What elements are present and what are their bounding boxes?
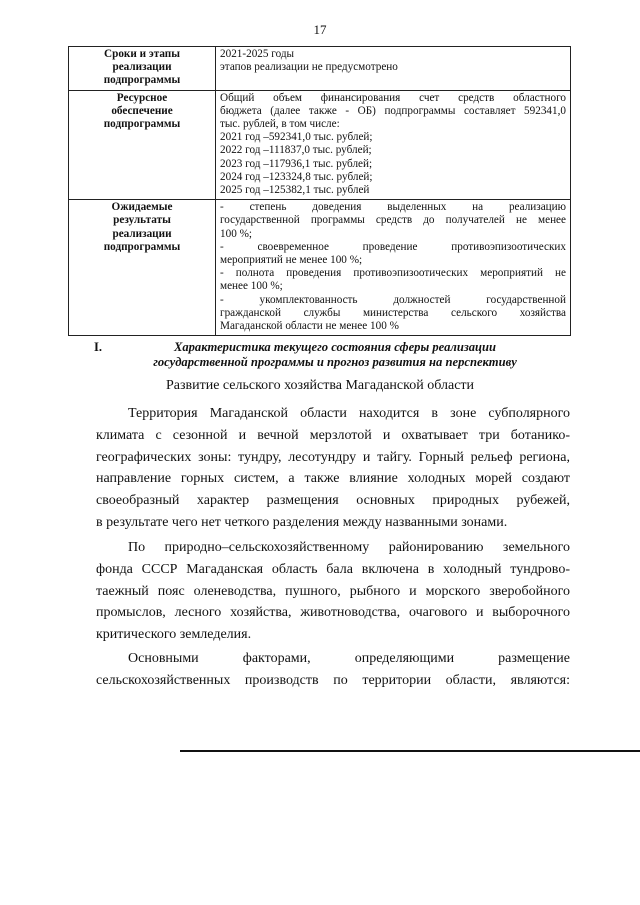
subsection-title: Развитие сельского хозяйства Магаданской области: [165, 378, 475, 393]
paragraph-line: Территория Магаданской области находится в зоне субполярного: [128, 406, 570, 421]
table-row-funding: [69, 90, 571, 200]
value-line: - полнота проведения противоэпизоотических мероприятий не: [220, 267, 566, 280]
value-line: этапов реализации не предусмотрено: [220, 61, 398, 74]
table-row-timeline: [69, 47, 571, 91]
value-line: менее 100 %;: [220, 280, 283, 293]
value-line: мероприятий не менее 100 %;: [220, 254, 363, 267]
value-line: Магаданской области не менее 100 %: [220, 320, 399, 333]
label-line: Сроки и этапы: [104, 48, 180, 60]
value-line: Общий объем финансирования счет средств областного: [220, 91, 566, 104]
table-row-results: [69, 200, 571, 336]
paragraph-line: промыслов, лесного хозяйства, животноводства, очагового и выборочного: [96, 605, 570, 621]
section-heading: [94, 340, 570, 370]
value-line: 2023 год –117936,1 тыс. рублей;: [220, 157, 373, 170]
value-line: тыс. рублей, в том числе:: [220, 118, 340, 131]
label-line: результаты: [113, 214, 171, 227]
page-number: 17: [313, 22, 327, 37]
paragraph-line: своеобразный характер размещения основных природных рубежей,: [96, 493, 570, 509]
section-number: I.: [94, 340, 103, 354]
section-title-line: государственной программы и прогноз развития на перспективу: [153, 355, 517, 369]
table-value-funding: [216, 90, 571, 200]
table-label-funding: [69, 90, 216, 200]
table-value-timeline: [216, 47, 571, 91]
value-line: 2024 год –123324,8 тыс. рублей;: [220, 170, 373, 183]
paragraph-line: сельскохозяйственных производств по территории области, являются:: [96, 672, 570, 688]
label-line: подпрограммы: [103, 118, 181, 131]
section-title-line: Характеристика текущего состояния сферы реализации: [173, 340, 497, 354]
label-line: реализации: [112, 61, 172, 74]
paragraph-line: фонда СССР Магаданская область бала включена в холодный тундрово-: [96, 561, 570, 577]
paragraph-factors: [96, 648, 570, 692]
paragraph-line: климата с сезонной и вечной мерзлотой и охватывает три ботанико-: [96, 427, 570, 443]
value-line: бюджета (далее также - ОБ) подпрограммы составляет 592341,0: [220, 104, 566, 117]
label-line: реализации: [112, 227, 172, 240]
paragraph-line: географических зоны: тундру, лесотундру и тайгу. Горный рельеф региона,: [96, 449, 570, 465]
footer-rule: [180, 750, 640, 752]
value-line: - своевременное проведение противоэпизоотических: [220, 240, 566, 253]
label-line: Ресурсное: [116, 91, 168, 104]
value-line: государственной программы средств до получателей не менее: [220, 214, 566, 227]
paragraph-zoning: [96, 537, 570, 646]
value-line: гражданской службы министерства сельского хозяйства: [220, 306, 566, 319]
table-label-results: [69, 200, 216, 336]
paragraph-line: таежный пояс оленеводства, пушного, рыбного и морского зверобойного: [96, 583, 570, 599]
value-line: 2021 год –592341,0 тыс. рублей;: [220, 131, 373, 144]
value-line: 2022 год –111837,0 тыс. рублей;: [220, 144, 372, 157]
value-line: 2021-2025 годы: [220, 48, 295, 60]
paragraph-line: По природно–сельскохозяйственному районированию земельного: [128, 540, 570, 555]
value-line: 100 %;: [220, 227, 253, 240]
label-line: Ожидаемые: [111, 201, 173, 214]
table-label-timeline: [69, 47, 216, 91]
label-line: обеспечение: [111, 104, 173, 117]
value-line: - укомплектованность должностей государственной: [220, 293, 566, 306]
label-line: подпрограммы: [103, 240, 181, 253]
subprogram-passport-table: [68, 46, 571, 336]
value-line: 2025 год –125382,1 тыс. рублей: [220, 184, 370, 197]
paragraph-line: направление горных систем, а также влияние холодных морей создают: [96, 471, 570, 487]
table-value-results: [216, 200, 571, 336]
paragraph-territory: [96, 403, 570, 534]
paragraph-line: критического земледелия.: [96, 627, 252, 643]
paragraph-line: Основными факторами, определяющими размещение: [128, 651, 570, 666]
label-line: подпрограммы: [103, 74, 181, 87]
paragraph-line: в результате чего нет четкого разделения между названными зонами.: [96, 514, 508, 530]
value-line: - степень доведения выделенных на реализацию: [220, 201, 566, 214]
